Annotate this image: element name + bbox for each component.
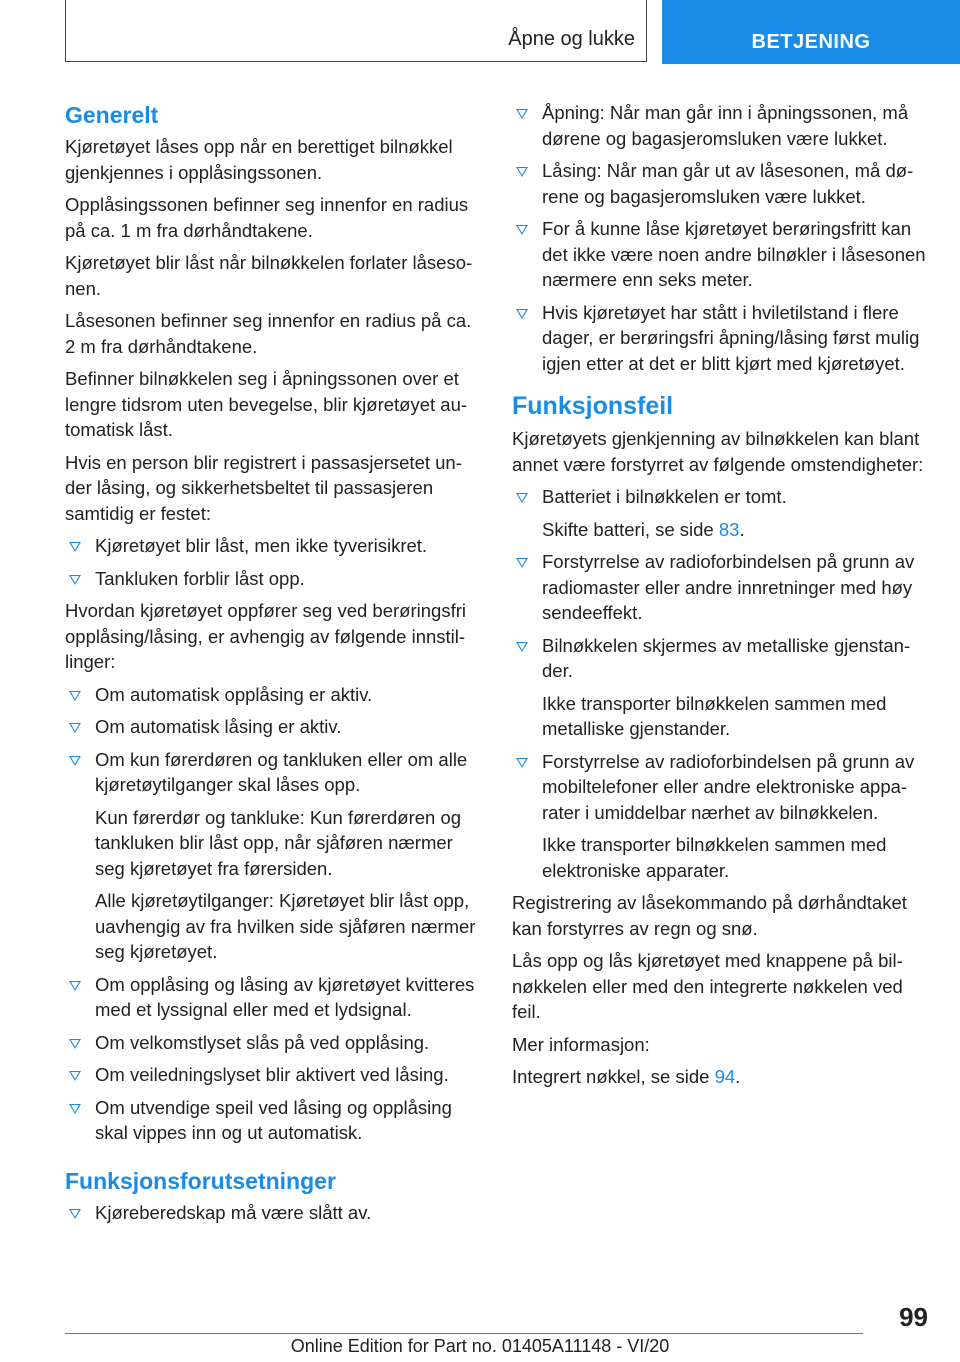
list-item-subtext: Alle kjøretøytilganger: Kjøretøyet blir låst opp, uavhengig av fra hvilken side sjåføren nærmer seg kjøretøyet. xyxy=(95,890,476,962)
bullet-triangle-icon xyxy=(69,981,81,991)
bullet-triangle-icon xyxy=(69,1039,81,1049)
list-item-text: Låsing: Når man går ut av låsesonen, må dørene og bagasjeromsluken være lukket. xyxy=(542,160,914,207)
list-item-text: Åpning: Når man går inn i åpningssonen, må dørene og bagasjeromsluken være lukket. xyxy=(542,102,909,149)
list-item xyxy=(512,158,932,209)
bullet-triangle-icon xyxy=(69,756,81,766)
list-item xyxy=(65,1200,480,1226)
paragraph: Kjøretøyet blir låst når bilnøkkelen forlater låsesonen. xyxy=(65,252,473,299)
bullet-triangle-icon xyxy=(516,642,528,652)
paragraph: Registrering av låsekommando på dørhåndtaket kan forstyrres av regn og snø. xyxy=(512,892,907,939)
bullet-triangle-icon xyxy=(69,691,81,701)
list-item xyxy=(512,633,932,684)
heading-funksjonsfeil: Funksjonsfeil xyxy=(512,392,674,420)
list-item xyxy=(65,1095,480,1146)
paragraph: Opplåsingssonen befinner seg innenfor en radius på ca. 1 m fra dørhåndtakene. xyxy=(65,194,469,241)
header-chapter-tab xyxy=(662,0,960,64)
list-item-subtext: Ikke transporter bilnøkkelen sammen med metalliske gjenstander. xyxy=(542,692,887,739)
left-column xyxy=(65,100,480,1232)
bullet-triangle-icon xyxy=(69,723,81,733)
bullet-triangle-icon xyxy=(69,1071,81,1081)
bullet-triangle-icon xyxy=(516,758,528,768)
bullet-triangle-icon xyxy=(516,167,528,177)
footer-divider xyxy=(65,1333,863,1334)
list-item-text: Forstyrrelse av radioforbindelsen på grunn av radiomaster eller andre innretninger med høy sendeeffekt. xyxy=(542,551,915,623)
list-item-text: Om automatisk opplåsing er aktiv. xyxy=(95,683,373,705)
list-item xyxy=(512,749,932,826)
paragraph: Lås opp og lås kjøretøyet med knappene på bilnøkkelen eller med den integrerte nøkkelen ved feil. xyxy=(512,950,903,1022)
list-item-subtext xyxy=(512,517,932,543)
paragraph xyxy=(512,1064,932,1090)
page-number: 99 xyxy=(899,1302,928,1332)
list-item xyxy=(512,216,932,293)
header-section-title: Åpne og lukke xyxy=(508,28,635,50)
page-link-83[interactable]: 83 xyxy=(718,518,740,540)
bullet-triangle-icon xyxy=(516,493,528,503)
paragraph: Hvis en person blir registrert i passasjersetet under låsing, og sikkerhetsbeltet til passasjeren samtidig er festet: xyxy=(65,451,462,524)
list-item-text: Batteriet i bilnøkkelen er tomt. xyxy=(542,486,787,507)
list-item xyxy=(512,300,932,377)
list-item-text: For å kunne låse kjøretøyet berøringsfritt kan det ikke være noen andre bilnøkler i låsesonen nærmere enn seks meter. xyxy=(542,218,926,290)
list-item-text: Tankluken forblir låst opp. xyxy=(95,567,305,589)
list-item xyxy=(65,1062,480,1088)
list-item-text: Forstyrrelse av radioforbindelsen på grunn av mobiltelefoner eller andre elektroniske apparater i umiddelbar nærhet av bilnøkkelen. xyxy=(542,750,915,823)
paragraph: Kjøretøyets gjenkjenning av bilnøkkelen kan blant annet være forstyrret av følgende omstendigheter: xyxy=(512,428,924,475)
list-item-text: Hvis kjøretøyet har stått i hviletilstand i flere dager, er berøringsfri åpning/låsing først mulig igjen etter at det er blitt kjørt med kjøretøyet. xyxy=(542,301,920,374)
list-item-text: Om opplåsing og låsing av kjøretøyet kvitteres med et lyssignal eller med et lydsignal. xyxy=(95,973,475,1020)
right-column xyxy=(512,100,932,1097)
list-item xyxy=(65,972,480,1023)
list-item-text: Om velkomstlyset slås på ved opplåsing. xyxy=(95,1031,430,1053)
bullet-triangle-icon xyxy=(516,309,528,319)
crossref-text: Skifte batteri, se side xyxy=(542,518,719,540)
paragraph: Mer informasjon: xyxy=(512,1033,650,1055)
bullet-triangle-icon xyxy=(69,575,81,585)
page-link-94[interactable]: 94 xyxy=(714,1066,736,1087)
list-item-subtext: Kun førerdør og tankluke: Kun førerdøren og tankluken blir låst opp, når sjåføren nærmer seg kjøretøyet fra førersiden. xyxy=(95,806,462,879)
footer-edition: Online Edition for Part no. 01405A11148 - VI/20 xyxy=(290,1336,670,1356)
crossref-end: . xyxy=(735,1066,741,1087)
bullet-triangle-icon xyxy=(69,542,81,552)
bullet-triangle-icon xyxy=(69,1104,81,1114)
list-item xyxy=(512,549,932,626)
heading-generelt: Generelt xyxy=(65,102,159,128)
list-item-text: Om veiledningslyset blir aktivert ved låsing. xyxy=(95,1064,449,1085)
list-item-text: Kjøreberedskap må være slått av. xyxy=(95,1201,372,1223)
list-item xyxy=(65,533,480,559)
list-item-subtext: Ikke transporter bilnøkkelen sammen med elektroniske apparater. xyxy=(542,834,887,881)
paragraph: Hvordan kjøretøyet oppfører seg ved berøringsfri opplåsing/låsing, er avhengig av følgende innstillinger: xyxy=(65,600,466,672)
list-item-text: Bilnøkkelen skjermes av metalliske gjenstander. xyxy=(542,634,911,681)
list-item-text: Om kun førerdøren og tankluken eller om alle kjøretøytilganger skal låses opp. xyxy=(95,748,468,795)
bullet-triangle-icon xyxy=(69,1209,81,1219)
list-item-text: Om utvendige speil ved låsing og opplåsing skal vippes inn og ut automatisk. xyxy=(95,1096,452,1143)
paragraph: Befinner bilnøkkelen seg i åpningssonen over et lengre tidsrom uten bevegelse, blir kjøretøyet automatisk låst. xyxy=(65,368,468,440)
heading-funksjonsforutsetninger: Funksjonsforutsetninger xyxy=(65,1167,336,1194)
list-item xyxy=(65,566,480,592)
header-chapter-label: BETJENING xyxy=(751,31,871,53)
list-item-text: Om automatisk låsing er aktiv. xyxy=(95,716,342,737)
list-item xyxy=(512,484,932,510)
list-item xyxy=(512,100,932,151)
list-item-text: Kjøretøyet blir låst, men ikke tyverisikret. xyxy=(95,535,428,556)
bullet-triangle-icon xyxy=(516,109,528,119)
list-item xyxy=(65,747,480,798)
list-item xyxy=(65,714,480,740)
list-item xyxy=(65,682,480,708)
bullet-triangle-icon xyxy=(516,558,528,568)
list-item xyxy=(65,1030,480,1056)
paragraph: Kjøretøyet låses opp når en berettiget bilnøkkel gjenkjennes i opplåsingssonen. xyxy=(65,136,453,183)
bullet-triangle-icon xyxy=(516,225,528,235)
crossref-text: Integrert nøkkel, se side xyxy=(512,1066,715,1087)
paragraph: Låsesonen befinner seg innenfor en radius på ca. 2 m fra dørhåndtakene. xyxy=(65,310,472,357)
crossref-end: . xyxy=(739,518,745,540)
